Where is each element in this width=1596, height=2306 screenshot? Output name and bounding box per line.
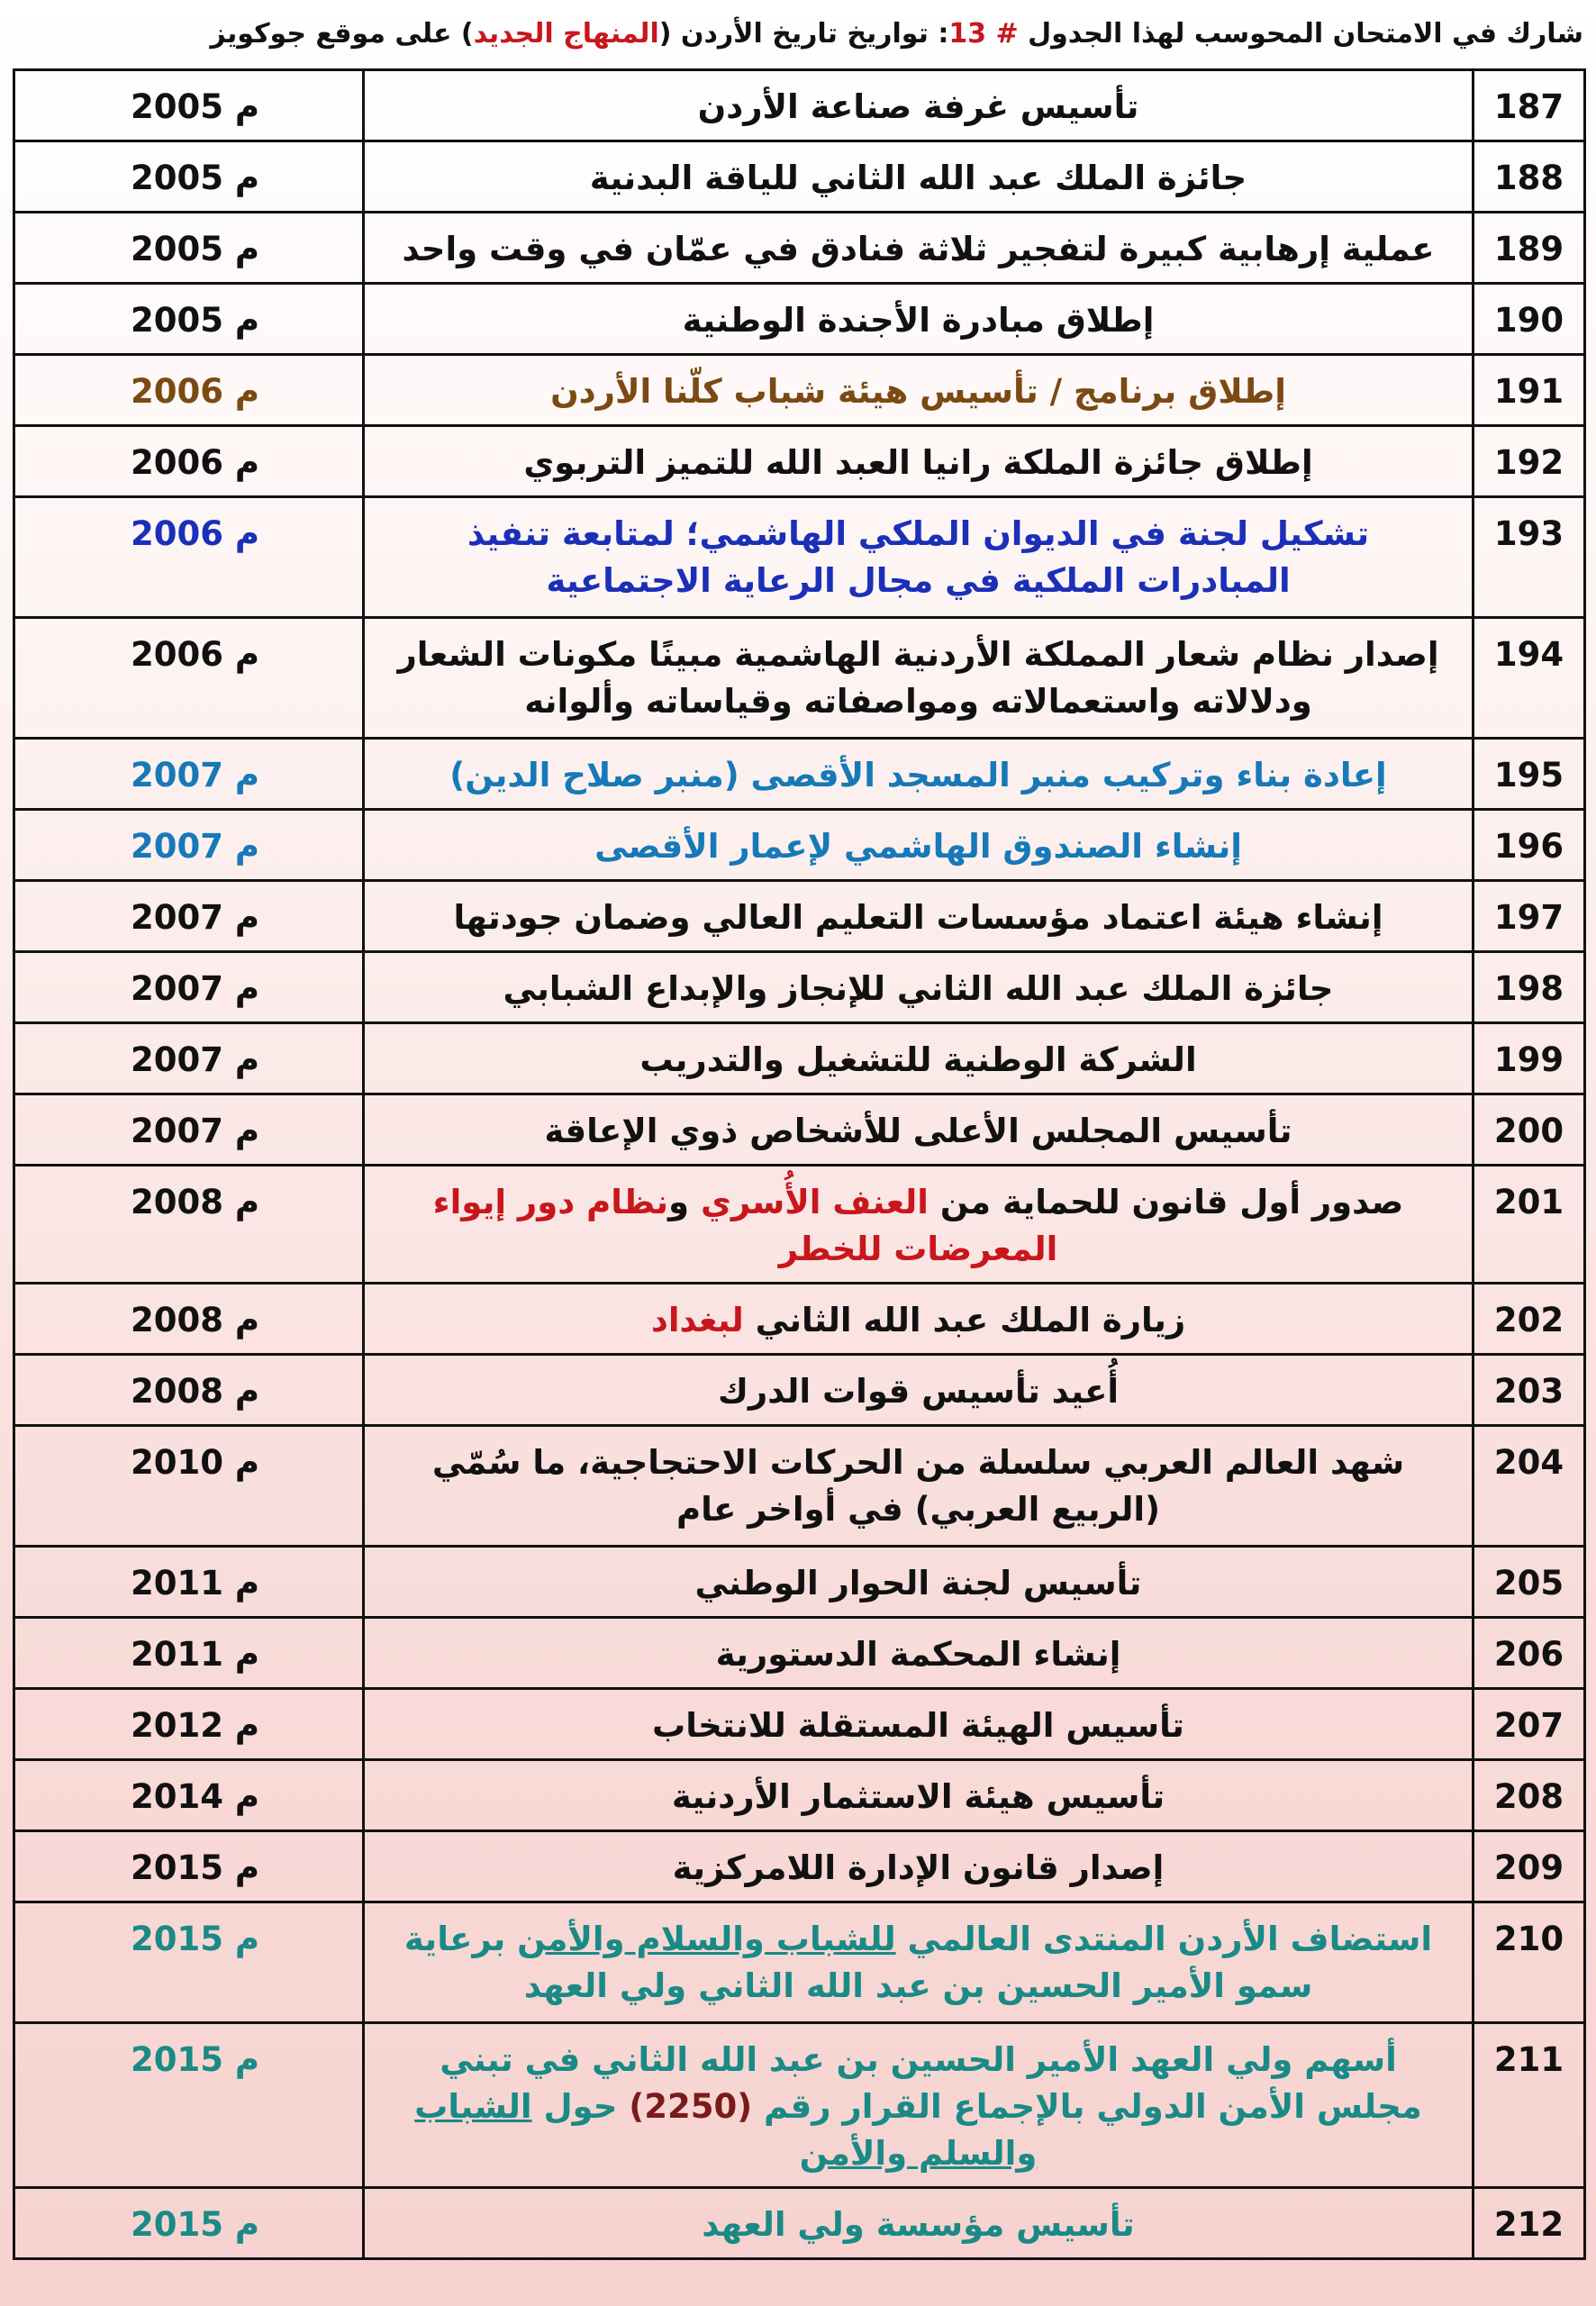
row-year: 2006 م: [14, 426, 364, 497]
table-row: [14, 1547, 1585, 1618]
header-text: شارك في الامتحان المحوسب لهذا الجدول: [1018, 18, 1583, 50]
row-number: 195: [1474, 739, 1585, 810]
table-row: [14, 1760, 1585, 1831]
event-text-segment: لبغداد: [650, 1301, 744, 1339]
table-row: [14, 1166, 1585, 1284]
event-text-segment: إصدار نظام شعار المملكة الأردنية الهاشمية مبينًا مكونات الشعار ودلالاته واستعمالاته ومواصفاته وقياساته وألوانه: [397, 635, 1439, 721]
table-row: [14, 1831, 1585, 1902]
event-text-segment: إصدار قانون الإدارة اللامركزية: [672, 1848, 1165, 1887]
row-event: [364, 1426, 1474, 1547]
row-year: 2007 م: [14, 881, 364, 952]
event-text-segment: شهد العالم العربي سلسلة من الحركات الاحتجاجية، ما سُمّي (الربيع العربي) في أواخر عام: [431, 1443, 1405, 1529]
row-number: 189: [1474, 213, 1585, 284]
row-year: 2011 م: [14, 1618, 364, 1689]
table-row: [14, 355, 1585, 426]
table-row: [14, 2188, 1585, 2259]
row-number: 191: [1474, 355, 1585, 426]
event-text-segment: إطلاق مبادرة الأجندة الوطنية: [682, 301, 1155, 340]
row-year: 2015 م: [14, 1902, 364, 2023]
event-text-segment: تأسيس المجلس الأعلى للأشخاص ذوي الإعاقة: [544, 1112, 1292, 1150]
row-year: 2007 م: [14, 1023, 364, 1094]
table-row: [14, 213, 1585, 284]
table-row: [14, 1094, 1585, 1166]
event-text-segment: إطلاق جائزة الملكة رانيا العبد الله للتميز التربوي: [523, 443, 1313, 482]
row-number: 188: [1474, 141, 1585, 213]
event-text-segment: (2250): [629, 2087, 753, 2126]
row-year: 2005 م: [14, 70, 364, 141]
row-event: [364, 952, 1474, 1023]
row-year: 2008 م: [14, 1166, 364, 1284]
event-text-segment: إنشاء هيئة اعتماد مؤسسات التعليم العالي وضمان جودتها: [453, 898, 1383, 937]
row-number: 203: [1474, 1355, 1585, 1426]
row-number: 192: [1474, 426, 1585, 497]
row-year: 2006 م: [14, 355, 364, 426]
row-event: [364, 1094, 1474, 1166]
row-year: 2005 م: [14, 213, 364, 284]
table-row: [14, 1284, 1585, 1355]
row-number: 211: [1474, 2023, 1585, 2188]
row-event: [364, 1831, 1474, 1902]
row-event: [364, 1902, 1474, 2023]
row-event: [364, 1355, 1474, 1426]
row-number: 199: [1474, 1023, 1585, 1094]
row-year: 2012 م: [14, 1689, 364, 1760]
row-number: 194: [1474, 618, 1585, 739]
row-number: 208: [1474, 1760, 1585, 1831]
row-year: 2006 م: [14, 618, 364, 739]
row-event: [364, 1760, 1474, 1831]
table-row: [14, 497, 1585, 618]
row-number: 202: [1474, 1284, 1585, 1355]
row-year: 2008 م: [14, 1355, 364, 1426]
event-text-segment: استضاف الأردن المنتدى العالمي: [895, 1920, 1433, 1958]
event-text-segment: جائزة الملك عبد الله الثاني للياقة البدنية: [589, 159, 1247, 197]
event-text-segment: صدور أول قانون للحماية من: [929, 1183, 1404, 1221]
event-text-segment: حول: [531, 2087, 630, 2126]
header-curriculum-highlight: المنهاج الجديد: [473, 18, 659, 50]
event-text-segment: أسهم ولي العهد الأمير الحسين بن عبد الله الثاني في تبني مجلس الأمن الدولي بالإجماع القرار رقم: [440, 2040, 1422, 2126]
event-text-segment: تأسيس هيئة الاستثمار الأردنية: [671, 1777, 1165, 1816]
event-text-segment: تأسيس الهيئة المستقلة للانتخاب: [652, 1706, 1184, 1745]
row-year: 2007 م: [14, 739, 364, 810]
event-text-segment: جائزة الملك عبد الله الثاني للإنجاز والإبداع الشبابي: [503, 969, 1334, 1008]
event-text-segment: الشباب والسلم والأمن: [414, 2087, 1038, 2173]
row-year: 2011 م: [14, 1547, 364, 1618]
row-event: [364, 2188, 1474, 2259]
row-number: 193: [1474, 497, 1585, 618]
row-number: 197: [1474, 881, 1585, 952]
event-text-segment: و: [668, 1183, 701, 1221]
row-event: [364, 213, 1474, 284]
table-row: [14, 1355, 1585, 1426]
event-text-segment: الشركة الوطنية للتشغيل والتدريب: [639, 1040, 1197, 1079]
table-row: [14, 284, 1585, 355]
row-number: 198: [1474, 952, 1585, 1023]
event-text-segment: إنشاء الصندوق الهاشمي لإعمار الأقصى: [594, 827, 1242, 866]
header-text-2: : تواريخ تاريخ الأردن (: [658, 18, 949, 50]
event-text-segment: تأسيس غرفة صناعة الأردن: [697, 87, 1139, 126]
row-number: 204: [1474, 1426, 1585, 1547]
row-event: [364, 355, 1474, 426]
history-dates-table: [13, 68, 1586, 2260]
row-number: 190: [1474, 284, 1585, 355]
table-row: [14, 618, 1585, 739]
row-event: [364, 1689, 1474, 1760]
row-year: 2014 م: [14, 1760, 364, 1831]
row-year: 2015 م: [14, 2188, 364, 2259]
row-event: [364, 70, 1474, 141]
table-row: [14, 1689, 1585, 1760]
table-row: [14, 1618, 1585, 1689]
row-year: 2007 م: [14, 1094, 364, 1166]
row-year: 2006 م: [14, 497, 364, 618]
row-number: 201: [1474, 1166, 1585, 1284]
row-year: 2015 م: [14, 2023, 364, 2188]
row-number: 210: [1474, 1902, 1585, 2023]
event-text-segment: إنشاء المحكمة الدستورية: [715, 1635, 1121, 1674]
table-row: [14, 1902, 1585, 2023]
row-event: [364, 1023, 1474, 1094]
event-text-segment: للشباب والسلام والأمن: [517, 1920, 896, 1958]
row-number: 187: [1474, 70, 1585, 141]
table-row: [14, 739, 1585, 810]
table-row: [14, 426, 1585, 497]
event-text-segment: أُعيد تأسيس قوات الدرك: [717, 1372, 1120, 1411]
event-text-segment: تشكيل لجنة في الديوان الملكي الهاشمي؛ لمتابعة تنفيذ المبادرات الملكية في مجال الرعاية الاجتماعية: [467, 514, 1370, 600]
event-text-segment: نظام دور إيواء المعرضات للخطر: [432, 1183, 1058, 1268]
event-text-segment: برعاية سمو الأمير الحسين بن عبد الله الثاني ولي العهد: [404, 1920, 1313, 2005]
row-year: 2005 م: [14, 284, 364, 355]
row-event: [364, 1284, 1474, 1355]
row-event: [364, 426, 1474, 497]
event-text-segment: عملية إرهابية كبيرة لتفجير ثلاثة فنادق في عمّان في وقت واحد: [402, 230, 1435, 268]
row-event: [364, 497, 1474, 618]
table-row: [14, 881, 1585, 952]
table-row: [14, 1426, 1585, 1547]
event-text-segment: تأسيس مؤسسة ولي العهد: [702, 2205, 1135, 2244]
row-event: [364, 739, 1474, 810]
event-text-segment: العنف الأُسري: [700, 1183, 929, 1221]
row-year: 2015 م: [14, 1831, 364, 1902]
table-row: [14, 2023, 1585, 2188]
row-number: 196: [1474, 810, 1585, 881]
header-text-3: ) على موقع جوكويز: [210, 18, 474, 50]
event-text-segment: زيارة الملك عبد الله الثاني: [743, 1301, 1186, 1339]
event-text-segment: إطلاق برنامج / تأسيس هيئة شباب كلّنا الأردن: [550, 372, 1286, 411]
table-row: [14, 810, 1585, 881]
event-text-segment: إعادة بناء وتركيب منبر المسجد الأقصى (منبر صلاح الدين): [449, 756, 1387, 794]
row-event: [364, 618, 1474, 739]
row-number: 205: [1474, 1547, 1585, 1618]
row-event: [364, 1618, 1474, 1689]
row-number: 207: [1474, 1689, 1585, 1760]
row-event: [364, 810, 1474, 881]
page-header: [13, 7, 1583, 61]
event-text-segment: تأسيس لجنة الحوار الوطني: [694, 1564, 1142, 1602]
row-event: [364, 141, 1474, 213]
table-row: [14, 1023, 1585, 1094]
table-row: [14, 141, 1585, 213]
row-event: [364, 284, 1474, 355]
row-year: 2010 م: [14, 1426, 364, 1547]
row-number: 209: [1474, 1831, 1585, 1902]
table-row: [14, 70, 1585, 141]
row-event: [364, 1166, 1474, 1284]
row-year: 2005 م: [14, 141, 364, 213]
row-number: 206: [1474, 1618, 1585, 1689]
row-event: [364, 1547, 1474, 1618]
header-table-number: # 13: [948, 18, 1019, 50]
row-event: [364, 881, 1474, 952]
row-year: 2007 م: [14, 952, 364, 1023]
table-row: [14, 952, 1585, 1023]
row-event: [364, 2023, 1474, 2188]
row-number: 200: [1474, 1094, 1585, 1166]
row-number: 212: [1474, 2188, 1585, 2259]
row-year: 2008 م: [14, 1284, 364, 1355]
row-year: 2007 م: [14, 810, 364, 881]
